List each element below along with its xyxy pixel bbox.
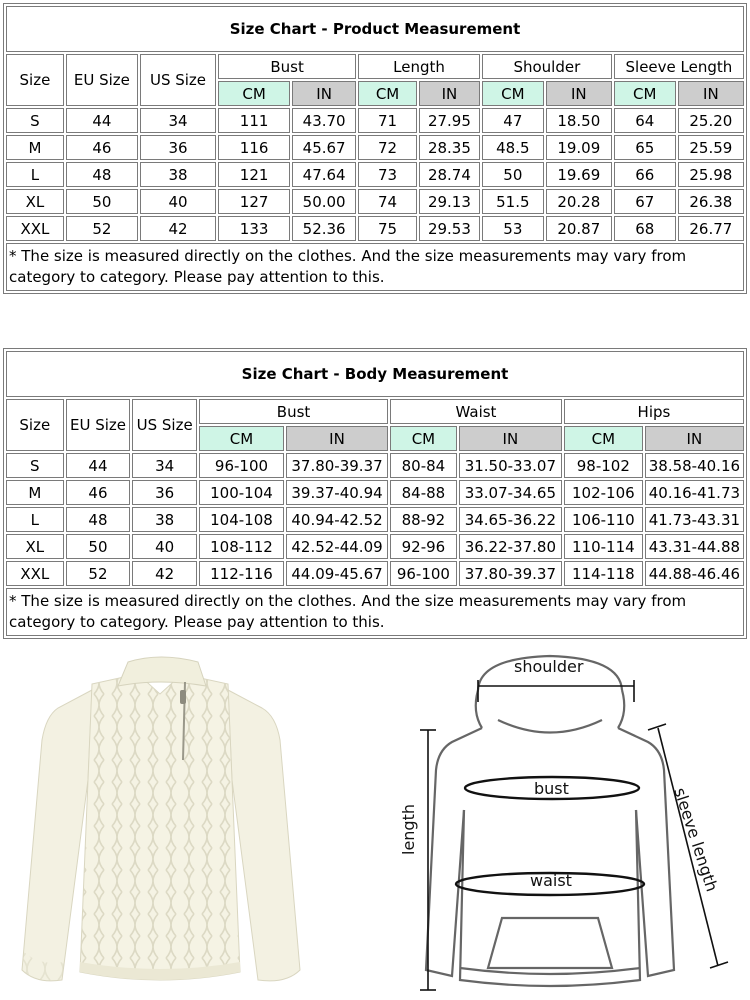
table-row [6, 216, 744, 241]
sweater-image [0, 650, 320, 1000]
table-row [6, 162, 744, 187]
size-cell: XL [6, 534, 64, 559]
table-cell: 36.22-37.80 [459, 534, 562, 559]
table-cell: 34.65-36.22 [459, 507, 562, 532]
table-cell: 100-104 [199, 480, 284, 505]
table-row [6, 480, 744, 505]
body-table-title: Size Chart - Body Measurement [6, 351, 744, 397]
header-in: IN [645, 426, 744, 451]
header-eu-size: EU Size [66, 399, 131, 451]
table-cell: 37.80-39.37 [459, 561, 562, 586]
table-cell: 52 [66, 216, 138, 241]
table-cell: 42 [140, 216, 216, 241]
table-cell: 133 [218, 216, 290, 241]
table-cell: 25.20 [678, 108, 744, 133]
header-in: IN [459, 426, 562, 451]
header-eu-size: EU Size [66, 54, 138, 106]
sleeve-length-label: sleeve length [670, 785, 722, 894]
waist-label: waist [530, 871, 572, 890]
table-cell: 127 [218, 189, 290, 214]
table-cell: 46 [66, 480, 131, 505]
header-cm: CM [482, 81, 544, 106]
table-cell: 38 [140, 162, 216, 187]
table-row [6, 189, 744, 214]
table-cell: 29.13 [419, 189, 480, 214]
table-cell: 84-88 [390, 480, 457, 505]
table-cell: 20.28 [546, 189, 612, 214]
product-size-table [3, 3, 747, 294]
table-cell: 111 [218, 108, 290, 133]
table-cell: 18.50 [546, 108, 612, 133]
header-bust: Bust [218, 54, 356, 79]
table-cell: 66 [614, 162, 676, 187]
table-cell: 75 [358, 216, 417, 241]
header-length: Length [358, 54, 480, 79]
table-cell: 34 [132, 453, 197, 478]
table-cell: 104-108 [199, 507, 284, 532]
table-cell: 44.88-46.46 [645, 561, 744, 586]
size-cell: S [6, 108, 64, 133]
table-cell: 65 [614, 135, 676, 160]
table-cell: 110-114 [564, 534, 643, 559]
table-cell: 88-92 [390, 507, 457, 532]
table-cell: 48 [66, 507, 131, 532]
table-cell: 28.35 [419, 135, 480, 160]
header-in: IN [546, 81, 612, 106]
table-cell: 71 [358, 108, 417, 133]
size-cell: M [6, 480, 64, 505]
table-cell: 73 [358, 162, 417, 187]
table-cell: 38.58-40.16 [645, 453, 744, 478]
table-cell: 44 [66, 108, 138, 133]
bust-label: bust [534, 779, 569, 798]
table-cell: 102-106 [564, 480, 643, 505]
table-cell: 67 [614, 189, 676, 214]
size-cell: XXL [6, 561, 64, 586]
table-cell: 27.95 [419, 108, 480, 133]
table-cell: 33.07-34.65 [459, 480, 562, 505]
table-cell: 92-96 [390, 534, 457, 559]
header-in: IN [678, 81, 744, 106]
header-cm: CM [199, 426, 284, 451]
table-cell: 116 [218, 135, 290, 160]
header-size: Size [6, 54, 64, 106]
header-bust: Bust [199, 399, 388, 424]
table-cell: 53 [482, 216, 544, 241]
table-cell: 48 [66, 162, 138, 187]
table-cell: 42 [132, 561, 197, 586]
size-cell: L [6, 507, 64, 532]
table-cell: 96-100 [390, 561, 457, 586]
table-cell: 52.36 [292, 216, 356, 241]
header-us-size: US Size [140, 54, 216, 106]
size-cell: S [6, 453, 64, 478]
table-cell: 121 [218, 162, 290, 187]
header-in: IN [419, 81, 480, 106]
hoodie-outline [426, 656, 674, 986]
table-row [6, 534, 744, 559]
table-row [6, 135, 744, 160]
table-cell: 31.50-33.07 [459, 453, 562, 478]
table-cell: 39.37-40.94 [286, 480, 388, 505]
table-cell: 80-84 [390, 453, 457, 478]
measurement-diagram [390, 650, 750, 1000]
shoulder-label: shoulder [514, 657, 584, 676]
header-shoulder: Shoulder [482, 54, 612, 79]
header-cm: CM [564, 426, 643, 451]
table-cell: 38 [132, 507, 197, 532]
table-cell: 29.53 [419, 216, 480, 241]
table-row [6, 453, 744, 478]
product-table-title: Size Chart - Product Measurement [6, 6, 744, 52]
header-cm: CM [390, 426, 457, 451]
table-cell: 40 [140, 189, 216, 214]
table-cell: 40.16-41.73 [645, 480, 744, 505]
table-cell: 26.77 [678, 216, 744, 241]
header-hips: Hips [564, 399, 744, 424]
table-row [6, 108, 744, 133]
table-cell: 44 [66, 453, 131, 478]
header-in: IN [286, 426, 388, 451]
table-cell: 72 [358, 135, 417, 160]
table-cell: 41.73-43.31 [645, 507, 744, 532]
table-cell: 47.64 [292, 162, 356, 187]
table-cell: 40 [132, 534, 197, 559]
table-cell: 50 [66, 189, 138, 214]
table-cell: 42.52-44.09 [286, 534, 388, 559]
table-cell: 47 [482, 108, 544, 133]
header-in: IN [292, 81, 356, 106]
body-note: * The size is measured directly on the clothes. And the size measurements may vary from category to category. Please pay attention to this. [6, 588, 744, 636]
table-cell: 26.38 [678, 189, 744, 214]
table-cell: 36 [140, 135, 216, 160]
table-cell: 34 [140, 108, 216, 133]
table-cell: 37.80-39.37 [286, 453, 388, 478]
table-cell: 64 [614, 108, 676, 133]
header-cm: CM [614, 81, 676, 106]
size-cell: XL [6, 189, 64, 214]
length-label: length [399, 804, 418, 855]
table-cell: 43.31-44.88 [645, 534, 744, 559]
table-row [6, 561, 744, 586]
size-cell: M [6, 135, 64, 160]
table-cell: 25.98 [678, 162, 744, 187]
table-cell: 50 [482, 162, 544, 187]
table-cell: 52 [66, 561, 131, 586]
table-cell: 50.00 [292, 189, 356, 214]
product-note: * The size is measured directly on the clothes. And the size measurements may vary from category to category. Please pay attention to this. [6, 243, 744, 291]
table-cell: 68 [614, 216, 676, 241]
table-cell: 50 [66, 534, 131, 559]
header-waist: Waist [390, 399, 562, 424]
table-cell: 106-110 [564, 507, 643, 532]
table-cell: 112-116 [199, 561, 284, 586]
header-sleeve-length: Sleeve Length [614, 54, 744, 79]
table-cell: 45.67 [292, 135, 356, 160]
table-cell: 74 [358, 189, 417, 214]
table-cell: 20.87 [546, 216, 612, 241]
table-cell: 43.70 [292, 108, 356, 133]
table-cell: 98-102 [564, 453, 643, 478]
header-cm: CM [358, 81, 417, 106]
size-cell: XXL [6, 216, 64, 241]
header-cm: CM [218, 81, 290, 106]
table-cell: 96-100 [199, 453, 284, 478]
table-cell: 36 [132, 480, 197, 505]
table-cell: 51.5 [482, 189, 544, 214]
table-row [6, 507, 744, 532]
table-cell: 40.94-42.52 [286, 507, 388, 532]
figures [0, 650, 750, 1000]
table-cell: 48.5 [482, 135, 544, 160]
table-cell: 19.69 [546, 162, 612, 187]
table-cell: 108-112 [199, 534, 284, 559]
table-cell: 46 [66, 135, 138, 160]
body-size-table [3, 348, 747, 639]
measurement-lines [420, 680, 728, 990]
table-cell: 28.74 [419, 162, 480, 187]
header-size: Size [6, 399, 64, 451]
table-cell: 25.59 [678, 135, 744, 160]
table-cell: 114-118 [564, 561, 643, 586]
table-cell: 19.09 [546, 135, 612, 160]
size-cell: L [6, 162, 64, 187]
header-us-size: US Size [132, 399, 197, 451]
table-cell: 44.09-45.67 [286, 561, 388, 586]
